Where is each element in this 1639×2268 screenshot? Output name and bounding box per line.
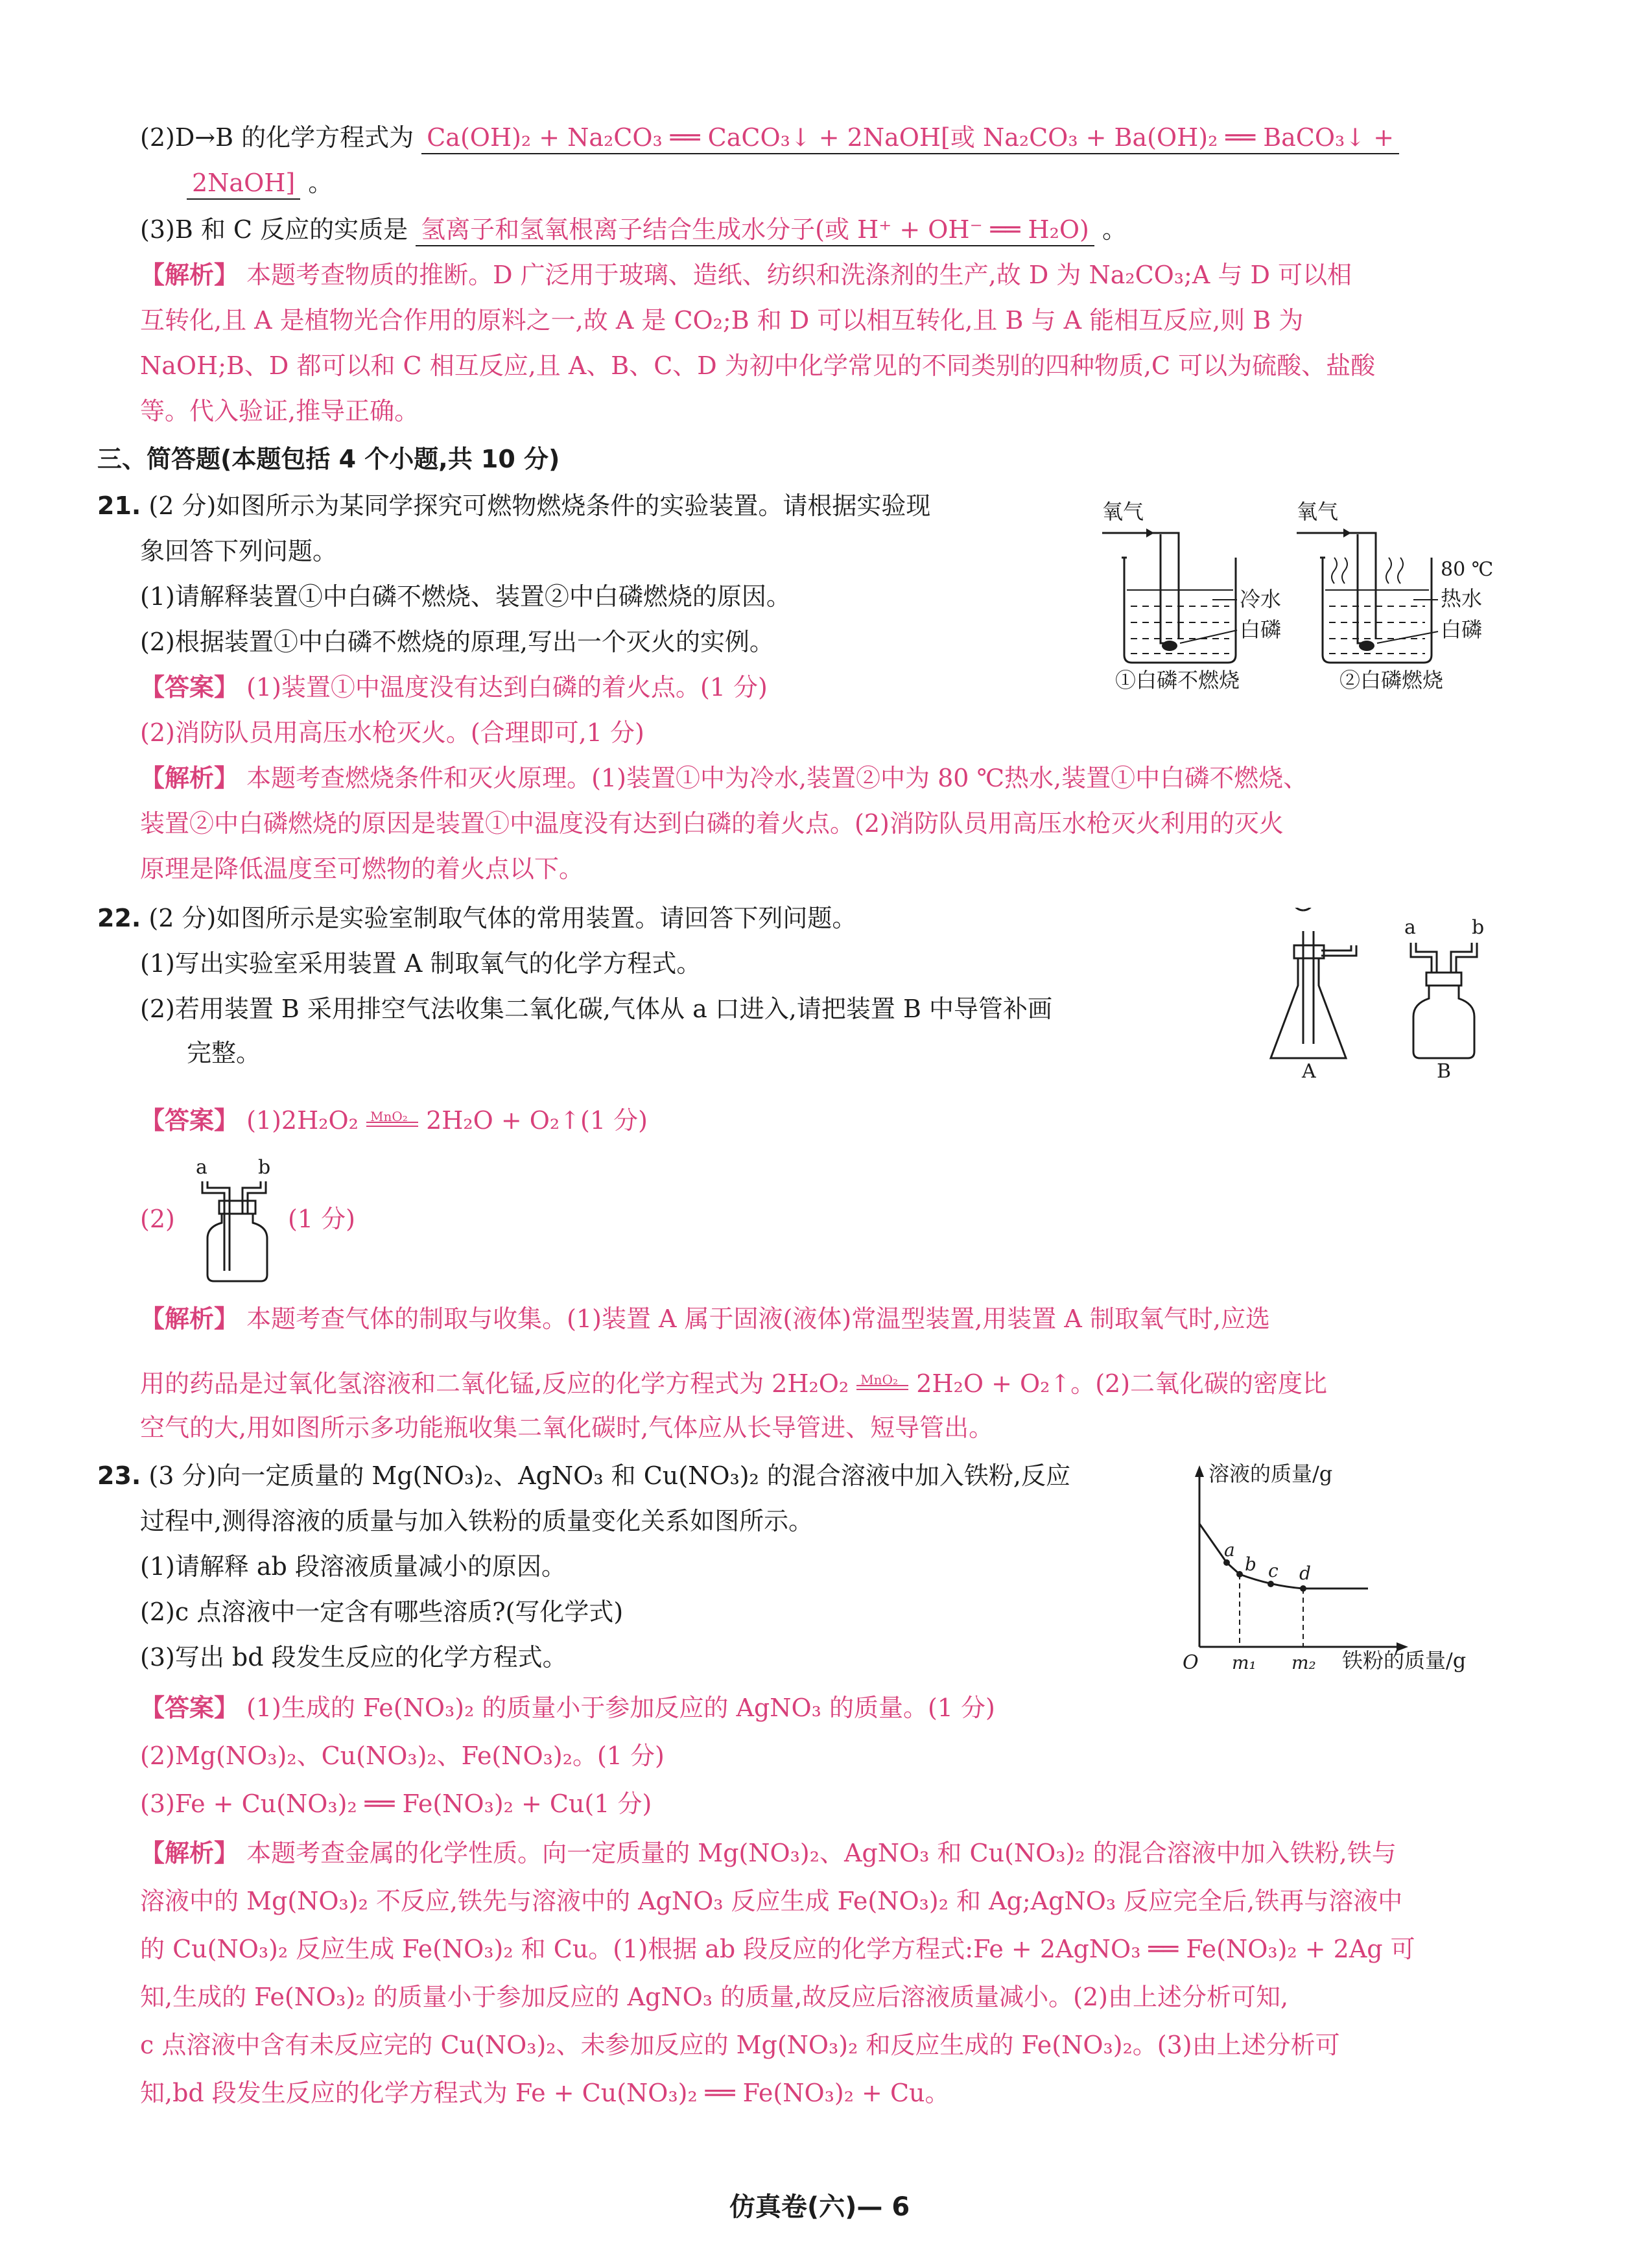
q21-analysis-line1: 【解析】 本题考查燃烧条件和灭火原理。(1)装置①中为冷水,装置②中为 80 ℃热水,装置①中白磷不燃烧、 <box>140 763 1308 792</box>
q23-analysis-line3: 的 Cu(NO₃)₂ 反应生成 Fe(NO₃)₂ 和 Cu。(1)根据 ab 段反应的化学方程式:Fe + 2AgNO₃ ══ Fe(NO₃)₂ + 2Ag 可 <box>140 1935 1415 1963</box>
beaker-1 <box>1102 499 1281 692</box>
q20-analysis-line1: 【解析】 本题考查物质的推断。D 广泛用于玻璃、造纸、纺织和洗涤剂的生产,故 D 为 Na₂CO₃;A 与 D 可以相 <box>140 260 1352 289</box>
apparatus-1-caption: ①白磷不燃烧 <box>1115 668 1240 692</box>
q20-part2-line1 <box>140 122 1399 154</box>
analysis-tag: 【解析】 <box>140 763 239 792</box>
q22-sub2-line2: 完整。 <box>187 1039 261 1067</box>
q21-stem-line2: 象回答下列问题。 <box>140 537 338 565</box>
section-title: 三、简答题(本题包括 4 个小题,共 10 分) <box>97 445 560 473</box>
q22-sub1: (1)写出实验室采用装置 A 制取氧气的化学方程式。 <box>140 949 702 978</box>
catalyst-label: MnO₂ <box>370 1108 408 1124</box>
q20-analysis-line3: NaOH;B、D 都可以和 C 相互反应,且 A、B、C、D 为初中化学常见的不同类别的四种物质,C 可以为硫酸、盐酸 <box>140 351 1376 380</box>
q21-sub2: (2)根据装置①中白磷不燃烧的原理,写出一个灭火的实例。 <box>140 628 774 656</box>
q20-part3-answer: 氢离子和氢氧根离子结合生成水分子(或 H⁺ + OH⁻ ══ H₂O) <box>416 214 1094 246</box>
q20-analysis-line2: 互转化,且 A 是植物光合作用的原料之一,故 A 是 CO₂;B 和 D 可以相互转化,且 B 与 A 能相互反应,则 B 为 <box>140 306 1304 335</box>
q21-combustion-apparatus-figure <box>1096 493 1498 694</box>
q20-part2-line2: 2NaOH] 。 <box>187 167 333 200</box>
q23-analysis-line2: 溶液中的 Mg(NO₃)₂ 不反应,铁先与溶液中的 AgNO₃ 反应生成 Fe(NO₃)₂ 和 Ag;AgNO₃ 反应完全后,铁再与溶液中 <box>140 1887 1403 1915</box>
apparatus-b-label: B <box>1437 1060 1452 1083</box>
point-d <box>1300 1585 1306 1592</box>
question-number: 22. <box>97 904 141 932</box>
q23-answer-line2: (2)Mg(NO₃)₂、Cu(NO₃)₂、Fe(NO₃)₂。(1 分) <box>140 1742 665 1770</box>
question-number: 21. <box>97 491 141 520</box>
point-a-label: a <box>1224 1539 1235 1561</box>
q22-analysis-line2: 用的药品是过氧化氢溶液和二氧化锰,反应的化学方程式为 2H₂O₂ MnO₂ 2H₂O + O₂↑。(2)二氧化碳的密度比 <box>140 1368 1327 1399</box>
answer-tag: 【答案】 <box>140 1693 239 1722</box>
analysis-tag: 【解析】 <box>140 260 239 289</box>
q22-sub2-line1: (2)若用装置 B 采用排空气法收集二氧化碳,气体从 a 口进入,请把装置 B 中导管补画 <box>140 995 1052 1023</box>
q21-answer-line1: 【答案】 (1)装置①中温度没有达到白磷的着火点。(1 分) <box>140 672 768 702</box>
temperature-label: 80 ℃ <box>1441 558 1494 581</box>
q22-analysis-line3: 空气的大,用如图所示多功能瓶收集二氧化碳时,气体应从长导管进、短导管出。 <box>140 1413 994 1442</box>
apparatus-a-flask <box>1271 908 1356 1083</box>
hot-water-label: 热水 <box>1441 586 1483 611</box>
q22-answer-line1: 【答案】 (1)2H₂O₂ MnO₂ 2H₂O + O₂↑(1 分) <box>140 1105 648 1136</box>
port-a-label: a <box>1404 916 1416 939</box>
apparatus-a-label: A <box>1302 1060 1316 1083</box>
q22-analysis-line1: 【解析】 本题考查气体的制取与收集。(1)装置 A 属于固液(液体)常温型装置,用装置 A 制取氧气时,应选 <box>140 1304 1270 1333</box>
q20-part3-line: (3)B 和 C 反应的实质是 氢离子和氢氧根离子结合生成水分子(或 H⁺ + OH⁻ ══ H₂O) 。 <box>140 214 1127 246</box>
analysis-tag: 【解析】 <box>140 1304 239 1333</box>
answer-tag: 【答案】 <box>140 672 239 702</box>
q22-apparatus-figure <box>1264 908 1524 1083</box>
q23-answer-line1: 【答案】 (1)生成的 Fe(NO₃)₂ 的质量小于参加反应的 AgNO₃ 的质量。(1 分) <box>140 1693 995 1722</box>
q20-part3-label: (3)B 和 C 反应的实质是 <box>140 215 408 244</box>
analysis-tag: 【解析】 <box>140 1838 239 1867</box>
m2-tick-label: m₂ <box>1291 1652 1316 1673</box>
answer-port-a: a <box>196 1156 207 1179</box>
q23-answer-line3: (3)Fe + Cu(NO₃)₂ ══ Fe(NO₃)₂ + Cu(1 分) <box>140 1790 652 1818</box>
q22-answer-line2: (2) (1 分) <box>140 1205 355 1233</box>
origin-label: O <box>1183 1651 1199 1673</box>
equation-arrow <box>856 1373 908 1399</box>
point-d-label: d <box>1299 1563 1311 1584</box>
y-axis-label: 溶液的质量/g <box>1209 1461 1333 1486</box>
q23-analysis-line4: 知,生成的 Fe(NO₃)₂ 的质量小于参加反应的 AgNO₃ 的质量,故反应后溶液质量减小。(2)由上述分析可知, <box>140 1983 1289 2011</box>
point-c-label: c <box>1268 1560 1279 1581</box>
m1-tick-label: m₁ <box>1232 1652 1256 1673</box>
catalyst-label: MnO₂ <box>860 1371 898 1388</box>
port-b-label: b <box>1472 916 1485 939</box>
q23-solution-mass-graph <box>1180 1459 1491 1673</box>
q21-sub1: (1)请解释装置①中白磷不燃烧、装置②中白磷燃烧的原因。 <box>140 582 791 611</box>
question-number: 23. <box>97 1461 141 1490</box>
x-axis-label: 铁粉的质量/g <box>1342 1648 1467 1673</box>
answer-tag: 【答案】 <box>140 1105 239 1135</box>
white-phosphorus-label-2: 白磷 <box>1441 617 1483 642</box>
q20-part2-label: (2)D→B 的化学方程式为 <box>140 123 414 152</box>
q22-stem: 22. (2 分)如图所示是实验室制取气体的常用装置。请回答下列问题。 <box>97 904 857 932</box>
answer-port-b: b <box>258 1156 271 1179</box>
q21-analysis-line3: 原理是降低温度至可燃物的着火点以下。 <box>140 855 584 883</box>
q20-part2-answer-line2: 2NaOH] <box>187 167 300 200</box>
q23-sub3: (3)写出 bd 段发生反应的化学方程式。 <box>140 1643 567 1671</box>
q23-analysis-line5: c 点溶液中含有未反应完的 Cu(NO₃)₂、未参加反应的 Mg(NO₃)₂ 和反应生成的 Fe(NO₃)₂。(3)由上述分析可 <box>140 2031 1340 2059</box>
page-footer: 仿真卷(六)— 6 <box>729 2192 910 2222</box>
beaker-2 <box>1297 499 1493 692</box>
q23-analysis-line6: 知,bd 段发生反应的化学方程式为 Fe + Cu(NO₃)₂ ══ Fe(NO₃)₂ + Cu。 <box>140 2079 950 2107</box>
apparatus-b-bottle <box>1404 916 1484 1083</box>
apparatus-2-caption: ②白磷燃烧 <box>1339 668 1444 692</box>
point-c <box>1268 1581 1274 1587</box>
q20-analysis-line4: 等。代入验证,推导正确。 <box>140 397 419 425</box>
q23-sub1: (1)请解释 ab 段溶液质量减小的原因。 <box>140 1552 566 1581</box>
q23-stem-line2: 过程中,测得溶液的质量与加入铁粉的质量变化关系如图所示。 <box>140 1507 814 1535</box>
white-phosphorus-label-1: 白磷 <box>1240 617 1282 642</box>
oxygen-label-1: 氧气 <box>1102 499 1144 524</box>
point-b <box>1236 1571 1243 1577</box>
q23-analysis-line1: 【解析】 本题考查金属的化学性质。向一定质量的 Mg(NO₃)₂、AgNO₃ 和 Cu(NO₃)₂ 的混合溶液中加入铁粉,铁与 <box>140 1838 1397 1867</box>
q21-analysis-line2: 装置②中白磷燃烧的原因是装置①中温度没有达到白磷的着火点。(2)消防队员用高压水枪灭火利用的灭火 <box>140 809 1284 838</box>
cold-water-label: 冷水 <box>1240 587 1282 611</box>
q21-stem-line1: 21. (2 分)如图所示为某同学探究可燃物燃烧条件的实验装置。请根据实验现 <box>97 491 931 520</box>
q23-sub2: (2)c 点溶液中一定含有哪些溶质?(写化学式) <box>140 1598 624 1626</box>
q21-answer-line2: (2)消防队员用高压水枪灭火。(合理即可,1 分) <box>140 718 644 747</box>
q20-part2-answer-line1: Ca(OH)₂ + Na₂CO₃ ══ CaCO₃↓ + 2NaOH[或 Na₂CO₃ + Ba(OH)₂ ══ BaCO₃↓ + <box>421 122 1399 154</box>
point-b-label: b <box>1245 1553 1256 1575</box>
q23-stem-line1: 23. (3 分)向一定质量的 Mg(NO₃)₂、AgNO₃ 和 Cu(NO₃)₂ 的混合溶液中加入铁粉,反应 <box>97 1461 1070 1490</box>
oxygen-label-2: 氧气 <box>1297 499 1339 524</box>
equation-arrow <box>366 1110 418 1136</box>
